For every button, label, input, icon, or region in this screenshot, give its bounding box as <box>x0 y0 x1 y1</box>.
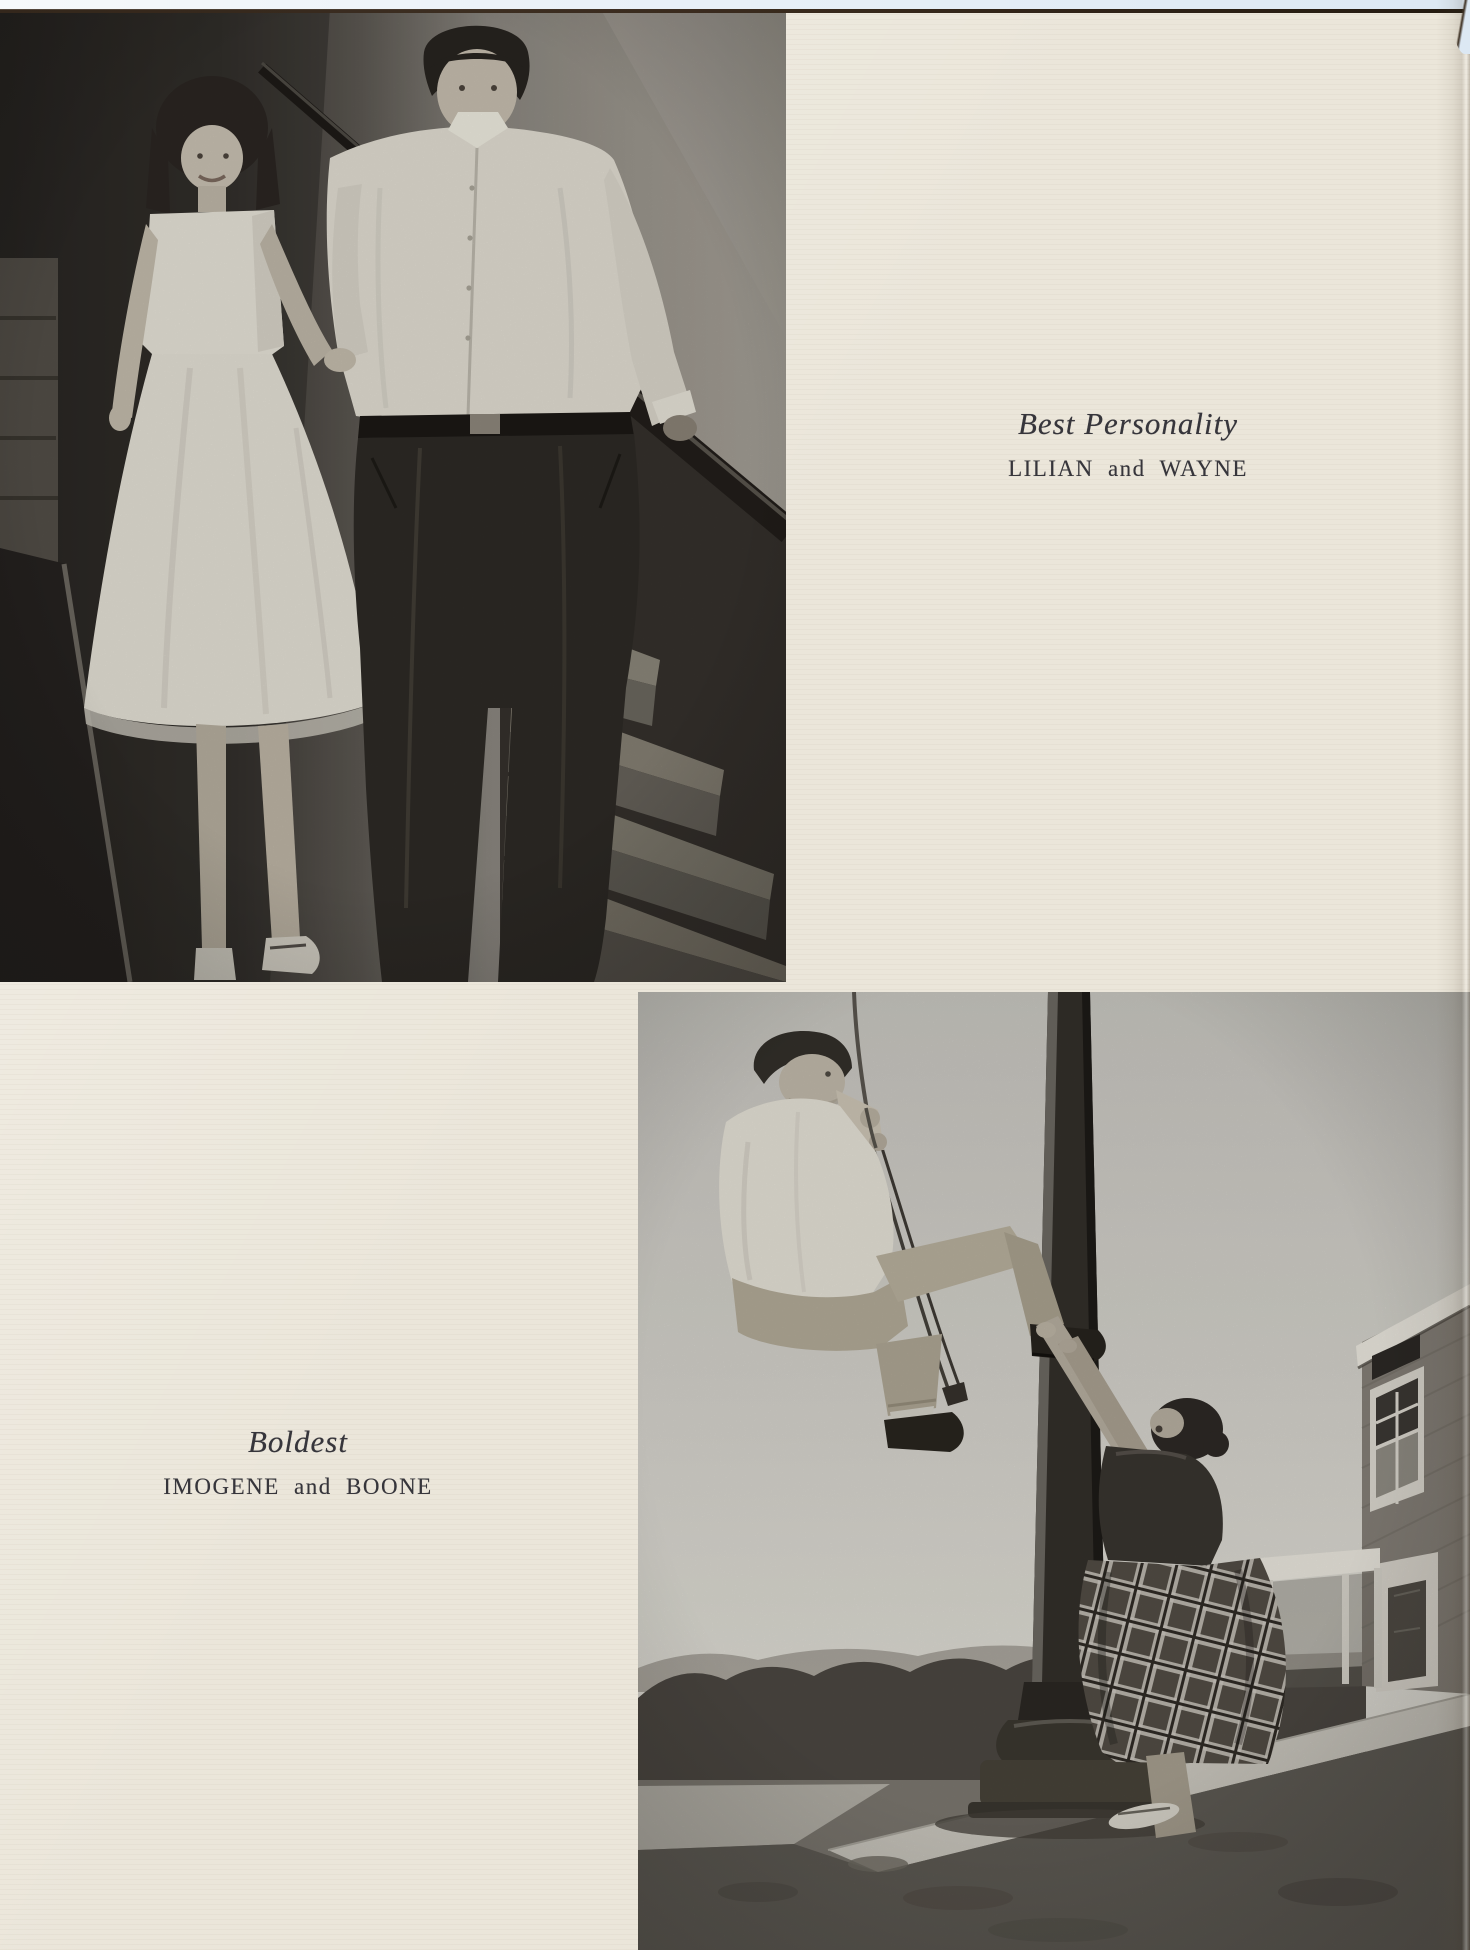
caption-boldest-title: Boldest <box>248 1424 348 1459</box>
caption-boldest <box>78 1422 518 1502</box>
photo-best-personality <box>0 8 786 982</box>
flagpole-scene <box>638 992 1470 1950</box>
page-top-edge-line <box>0 9 1470 13</box>
page-corner-curl <box>1454 0 1470 54</box>
photo-boldest <box>638 992 1470 1950</box>
caption-best-personality-names: LILIAN and WAYNE <box>1008 456 1248 481</box>
caption-boldest-names: IMOGENE and BOONE <box>163 1474 433 1499</box>
caption-best-personality-title: Best Personality <box>1017 406 1239 441</box>
stairs-scene <box>0 8 786 982</box>
caption-best-personality <box>908 404 1348 484</box>
